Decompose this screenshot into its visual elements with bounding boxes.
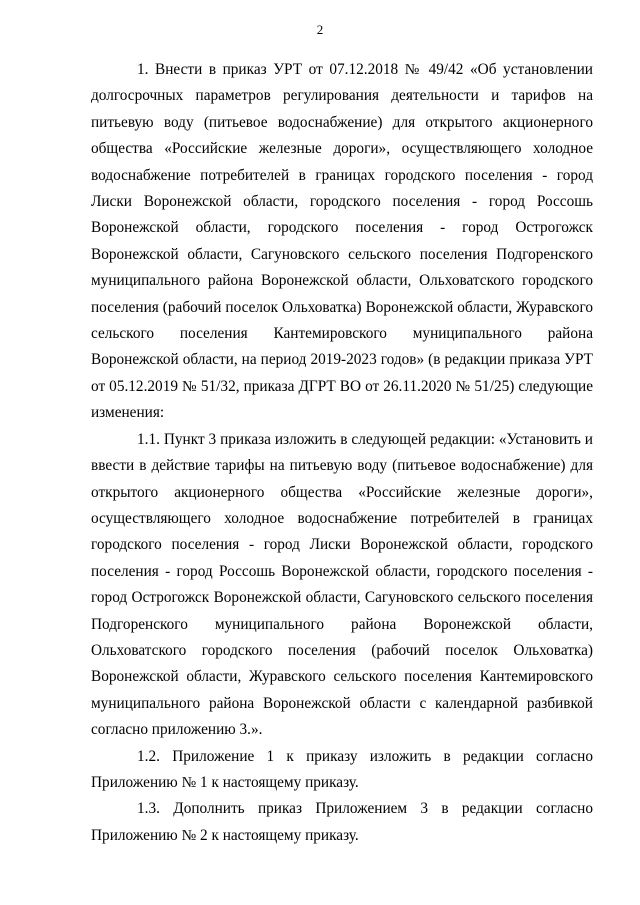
document-body (91, 57, 593, 849)
page-number: 2 (316, 22, 324, 37)
paragraph-item-1: 1. Внести в приказ УРТ от 07.12.2018 № 49/42 «Об установлении долгосрочных параметров регулирования деятельности и тарифов на питьевую воду (питьевое водоснабжение) для открытого акционерного общества «Российские железные дороги», осуществляющего холодное водоснабжение потребителей в границах городского поселения - город Лиски Воронежской области, городского поселения - город Россошь Воронежской области, городского поселения - город Острогожск Воронежской области, Сагуновского сельского поселения Подгоренского муниципального района Воронежской области, Ольховатского городского поселения (рабочий поселок Ольховатка) Воронежской области, Журавского сельского поселения Кантемировского муниципального района Воронежской области, на период 2019-2023 годов» (в редакции приказа УРТ от 05.12.2019 № 51/32, приказа ДГРТ ВО от 26.11.2020 № 51/25) следующие изменения: (91, 61, 593, 422)
paragraph-item-1-3: 1.3. Дополнить приказ Приложением 3 в редакции согласно Приложению № 2 к настоящему приказу. (91, 800, 593, 844)
paragraph-item-1-2: 1.2. Приложение 1 к приказу изложить в редакции согласно Приложению № 1 к настоящему приказу. (91, 747, 593, 791)
paragraph-item-1-1: 1.1. Пункт 3 приказа изложить в следующей редакции: «Установить и ввести в действие тарифы на питьевую воду (питьевое водоснабжение) для открытого акционерного общества «Российские железные дороги», осуществляющего холодное водоснабжение потребителей в границах городского поселения - город Лиски Воронежской области, городского поселения - город Россошь Воронежской области, городского поселения - город Острогожск Воронежской области, Сагуновского сельского поселения Подгоренского муниципального района Воронежской области, Ольховатского городского поселения (рабочий поселок Ольховатка) Воронежской области, Журавского сельского поселения Кантемировского муниципального района Воронежской области с календарной разбивкой согласно приложению 3.». (91, 430, 593, 739)
